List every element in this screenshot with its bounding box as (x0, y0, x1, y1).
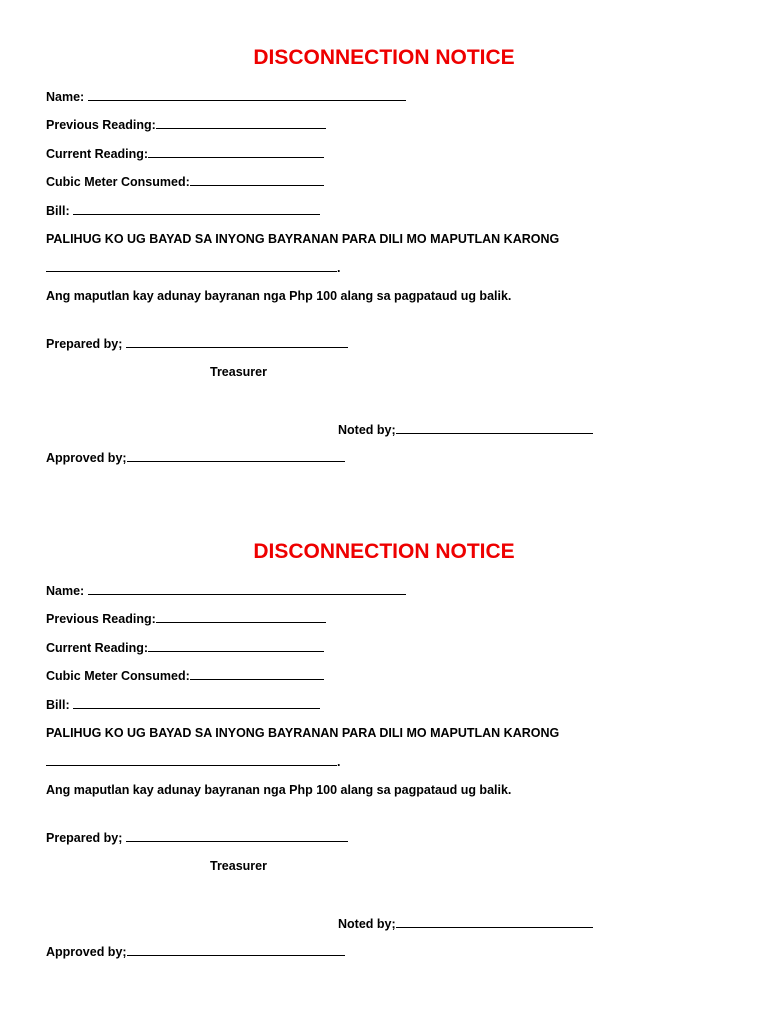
name-label: Name: (46, 90, 85, 104)
request-text: PALIHUG KO UG BAYAD SA INYONG BAYRANAN PARA DILI MO MAPUTLAN KARONG (46, 726, 560, 740)
name-row (46, 582, 406, 599)
current-reading-row (46, 639, 324, 656)
name-blank[interactable] (88, 582, 406, 595)
noted-by-row (338, 915, 593, 932)
disconnection-notice (0, 0, 768, 490)
previous-reading-blank[interactable] (156, 610, 326, 623)
approved-by-row (46, 449, 345, 466)
date-line-end: . (337, 261, 341, 275)
date-line-end: . (337, 755, 341, 769)
date-row (46, 259, 340, 276)
date-blank[interactable] (46, 259, 337, 272)
previous-reading-label: Previous Reading: (46, 612, 156, 626)
prepared-by-label: Prepared by; (46, 831, 123, 845)
bill-blank[interactable] (73, 696, 320, 709)
noted-by-signature-line[interactable] (396, 915, 593, 928)
treasurer-label: Treasurer (210, 859, 267, 873)
notice-title: DISCONNECTION NOTICE (253, 540, 515, 563)
previous-reading-row (46, 610, 326, 627)
fee-text: Ang maputlan kay adunay bayranan nga Php 100 alang sa pagpataud ug balik. (46, 783, 512, 797)
prepared-by-row (46, 335, 348, 352)
notice-title: DISCONNECTION NOTICE (253, 46, 515, 69)
name-row (46, 88, 406, 105)
cubic-meter-row (46, 667, 324, 684)
current-reading-row (46, 145, 324, 162)
current-reading-label: Current Reading: (46, 641, 149, 655)
name-label: Name: (46, 584, 85, 598)
prepared-by-row (46, 829, 348, 846)
previous-reading-blank[interactable] (156, 116, 326, 129)
previous-reading-row (46, 116, 326, 133)
prepared-by-signature-line[interactable] (126, 335, 348, 348)
date-row (46, 753, 340, 770)
bill-row (46, 696, 320, 713)
disconnection-notice (0, 494, 768, 984)
request-text: PALIHUG KO UG BAYAD SA INYONG BAYRANAN PARA DILI MO MAPUTLAN KARONG (46, 232, 560, 246)
cubic-meter-blank[interactable] (190, 667, 324, 680)
approved-by-signature-line[interactable] (127, 449, 345, 462)
prepared-by-label: Prepared by; (46, 337, 123, 351)
cubic-meter-label: Cubic Meter Consumed: (46, 669, 190, 683)
current-reading-blank[interactable] (148, 639, 324, 652)
noted-by-signature-line[interactable] (396, 421, 593, 434)
fee-text: Ang maputlan kay adunay bayranan nga Php 100 alang sa pagpataud ug balik. (46, 289, 512, 303)
current-reading-label: Current Reading: (46, 147, 149, 161)
bill-blank[interactable] (73, 202, 320, 215)
treasurer-label: Treasurer (210, 365, 267, 379)
previous-reading-label: Previous Reading: (46, 118, 156, 132)
cubic-meter-row (46, 173, 324, 190)
approved-by-signature-line[interactable] (127, 943, 345, 956)
date-blank[interactable] (46, 753, 337, 766)
approved-by-label: Approved by; (46, 945, 127, 959)
noted-by-label: Noted by; (338, 423, 396, 437)
name-blank[interactable] (88, 88, 406, 101)
bill-label: Bill: (46, 204, 70, 218)
cubic-meter-label: Cubic Meter Consumed: (46, 175, 190, 189)
approved-by-label: Approved by; (46, 451, 127, 465)
cubic-meter-blank[interactable] (190, 173, 324, 186)
approved-by-row (46, 943, 345, 960)
noted-by-label: Noted by; (338, 917, 396, 931)
current-reading-blank[interactable] (148, 145, 324, 158)
prepared-by-signature-line[interactable] (126, 829, 348, 842)
bill-label: Bill: (46, 698, 70, 712)
bill-row (46, 202, 320, 219)
noted-by-row (338, 421, 593, 438)
